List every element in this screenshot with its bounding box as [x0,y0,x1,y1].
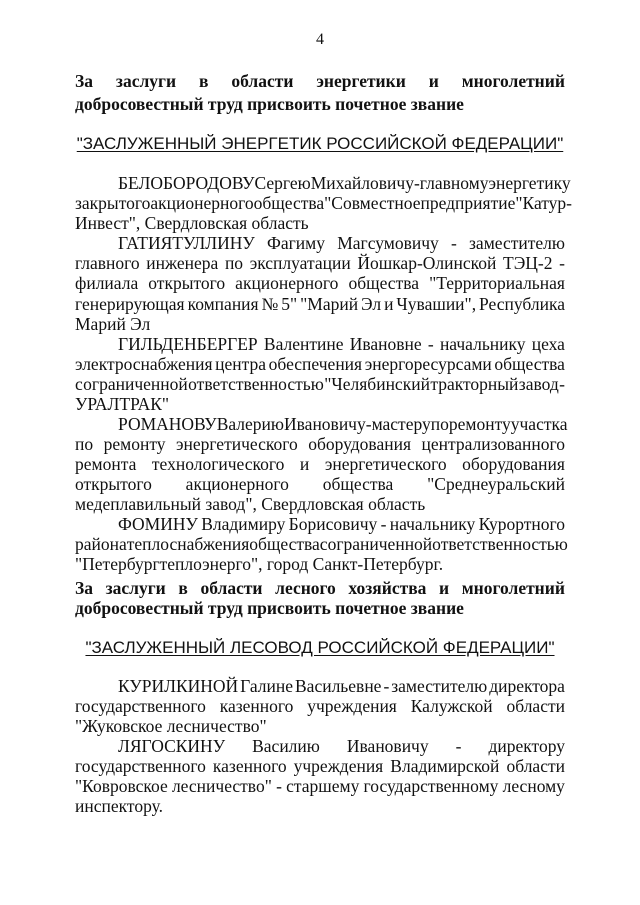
body-text-line: по ремонту энергетического оборудования централизованного [75,434,565,454]
body-text-line: закрытого акционерного общества "Совместное предприятие "Катур- [75,193,573,213]
heading-word: в [178,578,188,598]
heading-word: и [428,71,439,91]
body-text-line: филиала открытого акционерного общества "Территориальная [75,273,565,293]
body-text-line: ФОМИНУ Владимиру Борисовичу - начальнику Курортного [118,514,565,534]
body-text-line: ремонта технологического и энергетического оборудования [75,454,565,474]
heading-word: многолетний [461,578,565,598]
body-text-line: генерирующая компания № 5" "Марий Эл и Чувашии", Республика [75,294,565,314]
body-text-line: района теплоснабжения общества с ограниченной ответственностью [75,534,568,554]
heading-word: области [231,71,294,91]
body-text-line: ГАТИЯТУЛЛИНУ Фагиму Магсумовичу - заместителю [118,233,565,253]
heading-word: многолетний [461,71,565,91]
heading-word: лесного [275,578,336,598]
heading-word: За [75,578,93,598]
body-text-line: УРАЛТРАК" [75,394,170,414]
heading-word: заслуги [115,71,177,91]
section-heading-line1 [75,578,565,598]
honorary-title [0,134,640,154]
body-text-line: БЕЛОБОРОДОВУ Сергею Михайловичу - главному энергетику [118,173,571,193]
heading-word: области [200,578,263,598]
body-text-line: Инвест", Свердловская область [75,213,309,233]
body-text-line: медеплавильный завод", Свердловская область [75,494,426,514]
section-heading-line1 [75,71,565,91]
body-text-line: инспектору. [75,796,163,816]
body-text-line: главного инженера по эксплуатации Йошкар-Олинской ТЭЦ-2 - [75,253,565,273]
honorary-title [0,638,640,658]
body-text-line: "Жуковское лесничество" [75,716,267,736]
body-text-line: электроснабжения центра обеспечения энергоресурсами общества [75,354,565,374]
body-text-line: ГИЛЬДЕНБЕРГЕР Валентине Ивановне - начальнику цеха [118,334,565,354]
heading-word: энергетики [316,71,406,91]
body-text-line: "Петербургтеплоэнерго", город Санкт-Петербург. [75,554,444,574]
page-number: 4 [316,31,324,48]
body-text-line: открытого акционерного общества "Среднеуральский [75,474,565,494]
body-text-line: КУРИЛКИНОЙ Галине Васильевне - заместителю директора [118,676,565,696]
body-text-line: ЛЯГОСКИНУ Василию Ивановичу - директору [118,736,565,756]
heading-word: хозяйства [348,578,427,598]
heading-word: За [75,71,93,91]
heading-word: и [439,578,450,598]
body-text-line: государственного казенного учреждения Калужской области [75,696,565,716]
section-heading-line2: добросовестный труд присвоить почетное звание [75,598,464,618]
body-text-line: "Ковровское лесничество" - старшему государственному лесному [75,776,565,796]
body-text-line: государственного казенного учреждения Владимирской области [75,756,565,776]
body-text-line: с ограниченной ответственностью "Челябинский тракторный завод - [75,374,565,394]
heading-word: в [198,71,209,91]
honorary-title-text: "ЗАСЛУЖЕННЫЙ ЭНЕРГЕТИК РОССИЙСКОЙ ФЕДЕРАЦИИ" [76,134,564,153]
heading-word: заслуги [105,578,166,598]
body-text-line: Марий Эл [75,314,151,334]
honorary-title-text: "ЗАСЛУЖЕННЫЙ ЛЕСОВОД РОССИЙСКОЙ ФЕДЕРАЦИИ" [85,638,555,657]
body-text-line: РОМАНОВУ Валерию Ивановичу - мастеру по ремонту участка [118,414,568,434]
section-heading-line2: добросовестный труд присвоить почетное звание [75,94,464,114]
